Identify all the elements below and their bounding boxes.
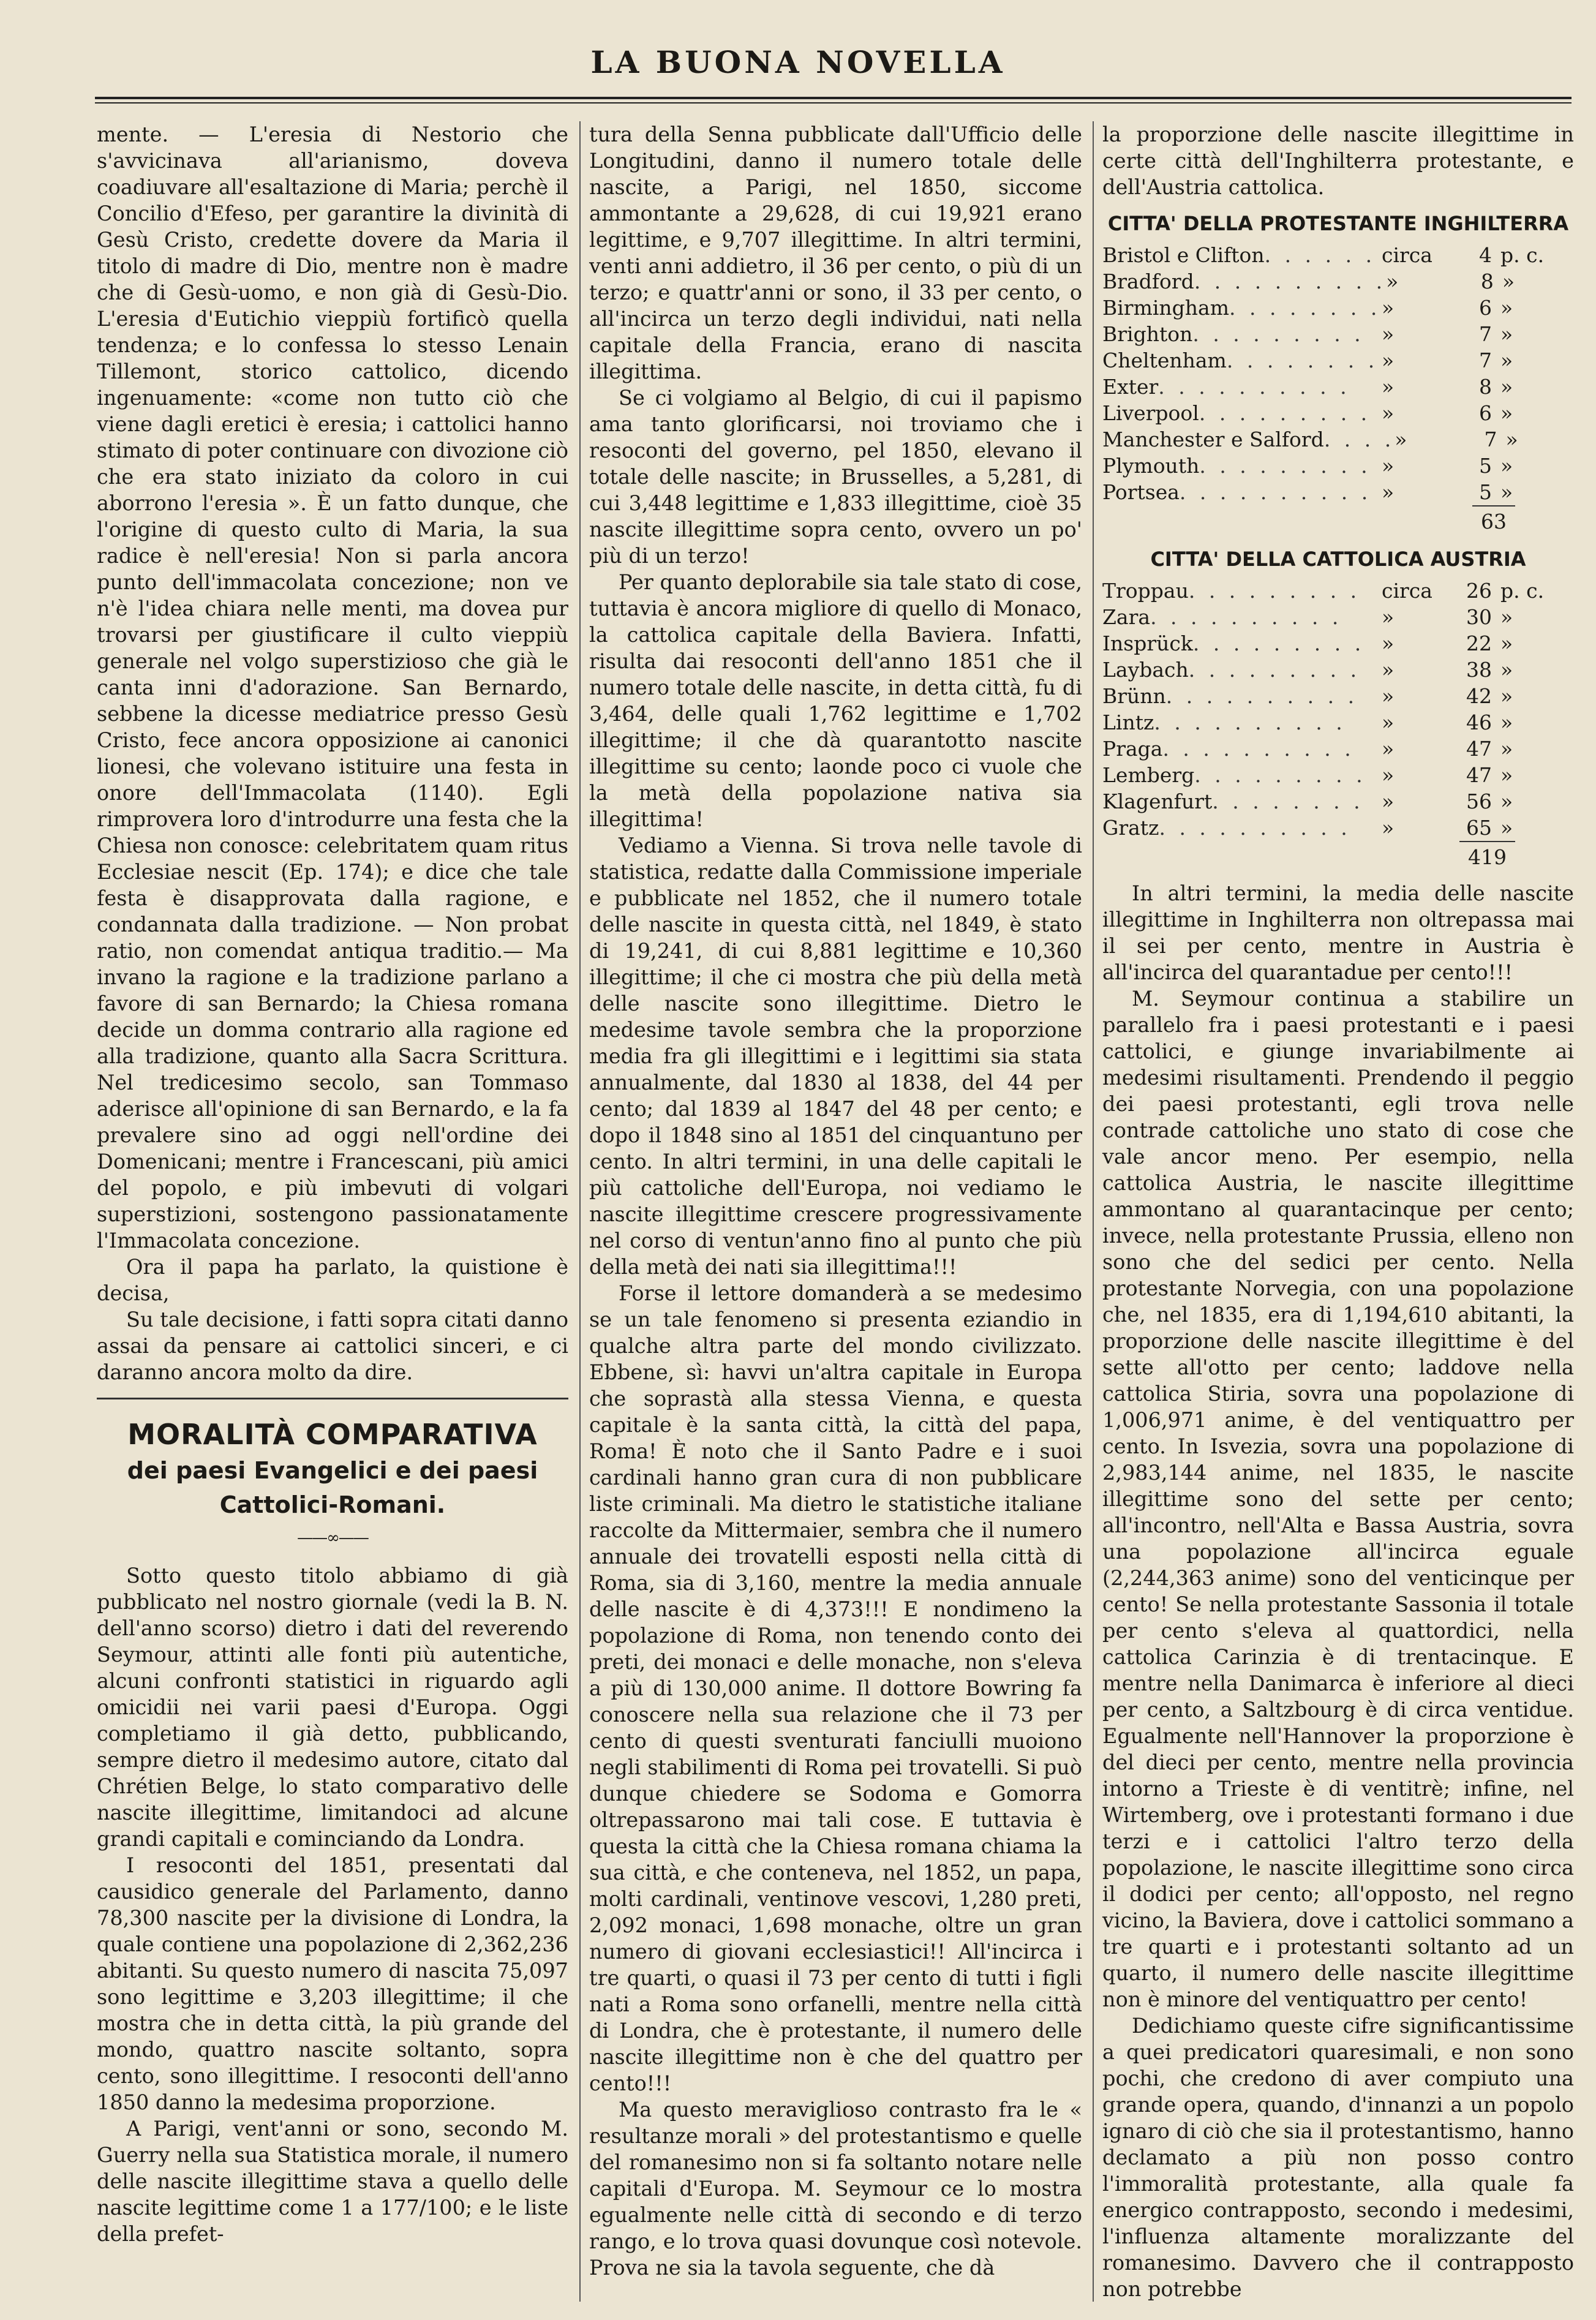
table-row bbox=[1102, 762, 1574, 788]
article-divider bbox=[97, 1398, 568, 1399]
table-row bbox=[1102, 578, 1574, 604]
column-1 bbox=[97, 121, 568, 2302]
table-cell-value: 7 bbox=[1484, 427, 1497, 451]
table-cell-unit: » bbox=[1500, 375, 1513, 399]
paragraph: Ora il papa ha parlato, la quistione è decisa, bbox=[97, 1255, 568, 1305]
leader-dots: . . . . . . . . bbox=[1212, 789, 1364, 813]
table-cell-circa: » bbox=[1382, 737, 1395, 761]
table-cell-circa: » bbox=[1382, 348, 1395, 372]
table-cell-value: 30 bbox=[1466, 605, 1492, 629]
leader-dots: . . . . . . . . . bbox=[1188, 658, 1361, 682]
table-cell-city: Exter bbox=[1102, 375, 1159, 399]
table-cell-circa: circa bbox=[1382, 579, 1432, 603]
table-title-austria: CITTA' DELLA CATTOLICA AUSTRIA bbox=[1150, 548, 1526, 571]
table-cell-city: Plymouth bbox=[1102, 454, 1200, 478]
table-cell-city: Lemberg bbox=[1102, 763, 1195, 787]
masthead-rule-thin bbox=[95, 102, 1572, 104]
table-row bbox=[1102, 630, 1574, 657]
table-row bbox=[1102, 479, 1574, 505]
leader-dots: . . . . . . . . . bbox=[1188, 579, 1361, 603]
table-cell-value: 6 bbox=[1479, 296, 1492, 320]
leader-dots: . . . . . . bbox=[1264, 243, 1376, 267]
table-cell-city: Cheltenham bbox=[1102, 348, 1227, 372]
table-cell-value: 8 bbox=[1479, 375, 1492, 399]
table-cell-city: Troppau bbox=[1102, 579, 1189, 603]
leader-dots: . . . . . . . . . bbox=[1192, 631, 1365, 655]
table-cell-value: 65 bbox=[1466, 816, 1492, 840]
table-cell-city: Praga bbox=[1102, 737, 1163, 761]
table-cell-unit: » bbox=[1500, 348, 1513, 372]
table-cell-circa: » bbox=[1386, 269, 1399, 293]
table-row bbox=[1102, 788, 1574, 815]
leader-dots: . . . . . . . . . . bbox=[1159, 816, 1351, 840]
table-cell-unit: » bbox=[1500, 454, 1513, 478]
table-cell-value: 47 bbox=[1466, 763, 1492, 787]
table-cell-circa: circa bbox=[1382, 243, 1432, 267]
leader-dots: . . . . . . . . . . bbox=[1154, 710, 1346, 734]
table-cell-value: 4 bbox=[1479, 243, 1492, 267]
table-cell-city: Portsea bbox=[1102, 480, 1180, 504]
table-row bbox=[1102, 453, 1574, 479]
table-cell-circa: » bbox=[1382, 658, 1395, 682]
paragraph: Ma questo meraviglioso contrasto fra le « resultanze morali » del protestantismo e quelle del romanesimo non si fa soltanto notare nelle capitali d'Europa. M. Seymour ce lo mostra egualmente nelle città di secondo e di terzo rango, e lo trova quasi dovunque così notevole. Prova ne sia la tavola seguente, che dà bbox=[589, 2098, 1082, 2280]
paragraph: A Parigi, vent'anni or sono, secondo M. Guerry nella sua Statistica morale, il numero delle nascite illegittime stava a quello delle nascite legittime come 1 a 177/100; e le liste della prefet- bbox=[97, 2117, 568, 2246]
table-cell-unit: » bbox=[1500, 763, 1513, 787]
table-row bbox=[1102, 321, 1574, 347]
leader-dots: . . . . . . . . bbox=[1229, 296, 1381, 320]
table-cell-circa: » bbox=[1382, 816, 1395, 840]
column-separator-1 bbox=[579, 121, 581, 2302]
table-cell-city: Manchester e Salford bbox=[1102, 427, 1324, 451]
table-cell-unit: » bbox=[1500, 710, 1513, 734]
table-row bbox=[1102, 347, 1574, 374]
table-cell-unit: » bbox=[1500, 296, 1513, 320]
paragraph: M. Seymour continua a stabilire un parallelo fra i paesi protestanti e i paesi cattolici, e giunge invariabilmente ai medesimi risultamenti. Prendendo il peggio dei paesi protestanti, egli trova nelle contrade cattoliche uno stato di cose che vale ancor meno. Per esempio, nella cattolica Austria, le nascite illegittime ammontano al quarantacinque per cento; invece, nella protestante Prussia, elleno non sono che del sedici per cento. Nella protestante Norvegia, con una popolazione che, nel 1835, era di 1,194,610 abitanti, la proporzione delle nascite illegittime è del sette all'otto per cento; laddove nella cattolica Stiria, sovra una popolazione di 1,006,971 anime, è del ventiquattro per cento. In Isvezia, sovra una popolazione di 2,983,144 anime, nel 1835, le nascite illegittime sono del sette per cento; all'incontro, nell'Alta e Bassa Austria, sovra una popolazione all'incirca eguale (2,244,363 anime) sono del venticinque per cento! Se nella protestante Sassonia il totale per cento s'eleva al quattordici, nella cattolica Carinzia è di trentacinque. E mentre nella Danimarca è inferiore al dieci per cento, a Saltzbourg è di circa ventidue. Egualmente nell'Hannover la proporzione è del dieci per cento, mentre nella provincia intorno a Trieste è di ventitrè; infine, nel Wirtemberg, ove i protestanti formano i due terzi e i cattolici l'altro terzo della popolazione, le nascite illegittime sono circa il dodici per cento; all'opposto, nel regno vicino, la Baviera, dove i cattolici sommano a tre quarti e i protestanti soltanto ad un quarto, il numero delle nascite illegittime non è minore del ventiquattro per cento! bbox=[1102, 987, 1574, 2011]
paragraph: In altri termini, la media delle nascite illegittime in Inghilterra non oltrepassa mai il sei per cento, mentre in Austria è all'incirca del quarantadue per cento!!! bbox=[1102, 881, 1574, 984]
table-cell-unit: » bbox=[1500, 737, 1513, 761]
table-cell-unit: » bbox=[1505, 427, 1518, 451]
table-row bbox=[1102, 400, 1574, 426]
leader-dots: . . . . . . . . . . bbox=[1194, 269, 1387, 293]
table-austria bbox=[1102, 578, 1574, 841]
table-row bbox=[1102, 709, 1574, 736]
table-cell-city: Bristol e Clifton bbox=[1102, 243, 1265, 267]
table-cell-circa: » bbox=[1382, 401, 1395, 425]
table-cell-value: 47 bbox=[1466, 737, 1492, 761]
table-row bbox=[1102, 657, 1574, 683]
table-cell-unit: » bbox=[1500, 401, 1513, 425]
table-cell-value: 56 bbox=[1466, 789, 1492, 813]
paragraph: Per quanto deplorabile sia tale stato di cose, tuttavia è ancora migliore di quello di Monaco, la cattolica capitale della Baviera. Infatti, risulta dai resoconti dell'anno 1851 che il numero totale delle nascite, in detta città, fu di 3,464, delle quali 1,762 legittime e 1,702 illegittime; il che dà quarantotto nascite illegittime su cento; laonde poco ci vuole che la metà della popolazione nativa sia illegittima! bbox=[589, 570, 1082, 831]
table-cell-value: 26 bbox=[1466, 579, 1492, 603]
table-cell-unit: » bbox=[1500, 658, 1513, 682]
masthead-rule-thick bbox=[95, 97, 1572, 99]
leader-dots: . . . . . . . . . . bbox=[1165, 684, 1358, 708]
table-cell-circa: » bbox=[1382, 684, 1395, 708]
paragraph: tura della Senna pubblicate dall'Ufficio delle Longitudini, danno il numero totale delle nascite, a Parigi, nel 1850, siccome ammontante a 29,628, di cui 19,921 erano legittime, e 9,707 illegittime. In altri termini, venti anni addietro, il 36 per cento, o più di un terzo; e quattr'anni or sono, il 33 per cento, o all'incirca un terzo degli individui, nati nella capitale della Francia, erano di nascita illegittima. bbox=[589, 122, 1082, 383]
table-total: 419 bbox=[1102, 841, 1574, 872]
article-subtitle: dei paesi Evangelici e dei paesi bbox=[127, 1457, 538, 1484]
table-row bbox=[1102, 604, 1574, 630]
table-cell-unit: » bbox=[1500, 684, 1513, 708]
table-row bbox=[1102, 374, 1574, 400]
leader-dots: . . . . . . . . . . bbox=[1179, 480, 1372, 504]
leader-dots: . . . . bbox=[1323, 427, 1395, 451]
table-cell-city: Brighton bbox=[1102, 322, 1193, 346]
leader-dots: . . . . . . . . . bbox=[1199, 454, 1371, 478]
masthead: LA BUONA NOVELLA bbox=[590, 44, 1006, 80]
table-row bbox=[1102, 683, 1574, 709]
table-england bbox=[1102, 242, 1574, 505]
table-cell-circa: » bbox=[1382, 322, 1395, 346]
table-row bbox=[1102, 268, 1574, 295]
table-cell-circa: » bbox=[1382, 605, 1395, 629]
table-cell-unit: » bbox=[1502, 269, 1515, 293]
table-cell-circa: » bbox=[1382, 789, 1395, 813]
table-cell-value: 5 bbox=[1479, 454, 1492, 478]
ornament-divider: ——∞—— bbox=[297, 1529, 368, 1547]
leader-dots: . . . . . . . . . . bbox=[1158, 375, 1350, 399]
leader-dots: . . . . . . . . . bbox=[1199, 401, 1371, 425]
table-cell-city: Lintz bbox=[1102, 710, 1154, 734]
table-cell-unit: » bbox=[1500, 631, 1513, 655]
article-title: MORALITÀ COMPARATIVA bbox=[127, 1418, 538, 1451]
table-cell-circa: » bbox=[1382, 375, 1395, 399]
table-cell-city: Birmingham bbox=[1102, 296, 1230, 320]
table-cell-city: Klagenfurt bbox=[1102, 789, 1213, 813]
table-cell-city: Zara bbox=[1102, 605, 1151, 629]
table-cell-circa: » bbox=[1382, 710, 1395, 734]
column-2 bbox=[589, 121, 1082, 2302]
table-row bbox=[1102, 815, 1574, 841]
paragraph: Vediamo a Vienna. Si trova nelle tavole di statistica, redatte dalla Commissione imperiale e pubblicate nel 1852, che il numero totale delle nascite in questa città, nel 1849, è stato di 19,241, di cui 8,881 legittime e 10,360 illegittime; il che ci mostra che più della metà delle nascite sono illegittime. Dietro le medesime tavole sembra che la proporzione media fra gli illegittimi e i legittimi sia stata annualmente, dal 1830 al 1838, del 44 per cento; dal 1839 al 1847 del 48 per cento; e dopo il 1848 sino al 1851 del cinquantuno per cento. In altri termini, in una delle capitali le più cattoliche dell'Europa, noi vediamo le nascite illegittime crescere progressivamente nel corso di ventun'anno fino al punto che più della metà dei nati sia illegittima!!! bbox=[589, 834, 1082, 1279]
article-subtitle: Cattolici-Romani. bbox=[219, 1491, 446, 1518]
paragraph: la proporzione delle nascite illegittime in certe città dell'Inghilterra protestante, e dell'Austria cattolica. bbox=[1102, 122, 1574, 199]
table-cell-city: Bradford bbox=[1102, 269, 1194, 293]
table-cell-value: 22 bbox=[1466, 631, 1492, 655]
leader-dots: . . . . . . . . . bbox=[1194, 763, 1366, 787]
table-cell-value: 38 bbox=[1466, 658, 1492, 682]
leader-dots: . . . . . . . . bbox=[1226, 348, 1379, 372]
table-cell-circa: » bbox=[1382, 631, 1395, 655]
table-cell-unit: » bbox=[1500, 816, 1513, 840]
paragraph: Forse il lettore domanderà a se medesimo se un tale fenomeno si presenta eziandio in qualche altra parte del mondo civilizzato. Ebbene, sì: havvi un'altra capitale in Europa che soprastà alla stessa Vienna, e questa capitale è la santa città, la città del papa, Roma! È noto che il Santo Padre e i suoi cardinali hanno gran cura di non pubblicare liste criminali. Ma dietro le statistiche italiane raccolte da Mittermaier, sembra che il numero annuale dei trovatelli esposti nella città di Roma, sia di 3,160, mentre la media annuale delle nascite è di 4,373!!! E nondimeno la popolazione di Roma, non tenendo conto dei preti, dei monaci e delle monache, non s'eleva a più di 130,000 anime. Il dottore Bowring fa conoscere nella sua relazione che il 73 per cento di questi sventurati fanciulli muoiono negli stabilimenti di Roma pei trovatelli. Si può dunque chiedere se Sodoma e Gomorra oltrepassarono mai tali cose. E tuttavia è questa la città che la Chiesa romana chiama la sua città, e che conteneva, nel 1852, un papa, molti cardinali, ventinove vescovi, 1,280 preti, 2,092 monaci, 1,698 monache, oltre un gran numero di giovani ecclesiastici!! All'incirca i tre quarti, o quasi il 73 per cento di tutti i figli nati a Roma sono orfanelli, mentre nella città di Londra, che è protestante, il numero delle nascite illegittime non è che del quattro per cento!!! bbox=[589, 1281, 1082, 2095]
column-separator-2 bbox=[1093, 121, 1094, 2302]
table-cell-unit: p. c. bbox=[1500, 243, 1545, 267]
table-cell-value: 8 bbox=[1480, 269, 1494, 293]
paragraph: Sotto questo titolo abbiamo di già pubblicato nel nostro giornale (vedi la B. N. dell'anno scorso) dietro i dati del reverendo Seymour, attinti alle fonti più autentiche, alcuni confronti statistici in riguardo agli omicidii nei varii paesi d'Europa. Oggi completiamo il già detto, pubblicando, sempre dietro il medesimo autore, citato dal Chrétien Belge, lo stato comparativo delle nascite illegittime, limitandoci ad alcune grandi capitali e cominciando da Londra. bbox=[97, 1564, 568, 1851]
paragraph: Se ci volgiamo al Belgio, di cui il papismo ama tanto glorificarsi, noi troviamo che i resoconti del governo, pel 1850, elevano il totale delle nascite; in Brusselles, a 5,281, di cui 3,448 legittime e 1,833 illegittime, cioè 35 nascite illegittime sopra cento, ovvero un po' più di un terzo! bbox=[589, 386, 1082, 568]
table-cell-value: 6 bbox=[1479, 401, 1492, 425]
table-cell-value: 5 bbox=[1479, 480, 1492, 504]
leader-dots: . . . . . . . . . . bbox=[1162, 737, 1355, 761]
table-row bbox=[1102, 736, 1574, 762]
table-row bbox=[1102, 242, 1574, 268]
table-cell-circa: » bbox=[1382, 480, 1395, 504]
table-cell-circa: » bbox=[1382, 763, 1395, 787]
table-cell-value: 7 bbox=[1479, 322, 1492, 346]
table-cell-circa: » bbox=[1395, 427, 1407, 451]
paragraph: Su tale decisione, i fatti sopra citati danno assai da pensare ai cattolici sinceri, e ci daranno ancora molto da dire. bbox=[97, 1308, 568, 1384]
table-cell-value: 42 bbox=[1466, 684, 1492, 708]
table-cell-city: Gratz bbox=[1102, 816, 1159, 840]
table-row bbox=[1102, 295, 1574, 321]
table-row bbox=[1102, 426, 1574, 453]
column-3 bbox=[1102, 121, 1574, 2302]
table-cell-unit: » bbox=[1500, 480, 1513, 504]
table-cell-circa: » bbox=[1382, 296, 1395, 320]
table-cell-unit: » bbox=[1500, 789, 1513, 813]
table-cell-city: Brünn bbox=[1102, 684, 1166, 708]
table-cell-unit: p. c. bbox=[1500, 579, 1545, 603]
leader-dots: . . . . . . . . . bbox=[1192, 322, 1365, 346]
table-cell-city: Insprück bbox=[1102, 631, 1193, 655]
table-total: 63 bbox=[1102, 505, 1574, 536]
table-cell-city: Liverpool bbox=[1102, 401, 1199, 425]
paragraph: mente. — L'eresia di Nestorio che s'avvicinava all'arianismo, doveva coadiuvare all'esaltazione di Maria; perchè il Concilio d'Efeso, per garantire la divinità di Gesù Cristo, credette dovere da Maria il titolo di madre di Dio, mentre non è madre che di Gesù-uomo, e non già di Gesù-Dio. L'eresia d'Eutichio vieppiù fortificò quella tendenza; e lo confessa lo stesso Lenain Tillemont, storico cattolico, dicendo ingenuamente: «come non tutto ciò che viene dagli eretici è eresia; i cattolici hanno stimato di poter continuare con divozione ciò che era stato iniziato da coloro in cui aborrono l'eresia ». È un fatto dunque, che l'origine di questo culto di Maria, la sua radice è nell'eresia! Non si parla ancora punto dell'immacolata concezione; non ve n'è l'idea chiara nelle menti, ma dovea pur trovarsi per giustificare il culto vieppiù generale nel volgo superstizioso che già le canta inni d'adorazione. San Bernardo, sebbene la dicesse mediatrice presso Gesù Cristo, fece ancora opposizione ai canonici lionesi, che volevano istituire una festa in onore dell'Immacolata (1140). Egli rimprovera loro d'introdurre una festa che la Chiesa non conosce: celebritatem quam ritus Ecclesiae nescit (Ep. 174); e dice che tale festa è disapprovata dalla ragione, e condannata dalla tradizione. — Non probat ratio, non comendat antiqua traditio.— Ma invano la ragione e la tradizione parlano a favore di san Bernardo; la Chiesa romana decide un domma contrario alla ragione ed alla tradizione, quanto alla Sacra Scrittura. Nel tredicesimo secolo, san Tommaso aderisce all'opinione di san Bernardo, e la fa prevalere sino ad oggi nell'ordine dei Domenicani; mentre i Francescani, più amici del popolo, e più imbevuti di volgari superstizioni, sostengono passionatamente l'Immacolata concezione. bbox=[97, 122, 568, 1252]
paragraph: Dedichiamo queste cifre significantissime a quei predicatori quaresimali, e non sono pochi, che credono di aver compiuto una grande opera, quando, d'innanzi a un popolo ignaro di ciò che sia il protestantismo, hanno declamato a più non posso contro l'immoralità protestante, alla quale fa energico contrapposto, secondo i medesimi, l'influenza altamente moralizzante del romanesimo. Davvero che il contrapposto non potrebbe bbox=[1102, 2014, 1574, 2301]
table-cell-value: 46 bbox=[1466, 710, 1492, 734]
paragraph: I resoconti del 1851, presentati dal causidico generale del Parlamento, danno 78,300 nascite per la divisione di Londra, la quale contiene una popolazione di 2,362,236 abitanti. Su questo numero di nascita 75,097 sono legittime e 3,203 illegittime; il che mostra che in detta città, la più grande del mondo, quattro nascite soltanto, sopra cento, sono illegittime. I resoconti dell'anno 1850 danno la medesima proporzione. bbox=[97, 1853, 568, 2114]
table-cell-city: Laybach bbox=[1102, 658, 1189, 682]
leader-dots: . . . . . . . . . . bbox=[1150, 605, 1342, 629]
table-cell-unit: » bbox=[1500, 322, 1513, 346]
table-title-england: CITTA' DELLA PROTESTANTE INGHILTERRA bbox=[1107, 212, 1569, 235]
table-cell-circa: » bbox=[1382, 454, 1395, 478]
table-cell-value: 7 bbox=[1479, 348, 1492, 372]
table-cell-unit: » bbox=[1500, 605, 1513, 629]
